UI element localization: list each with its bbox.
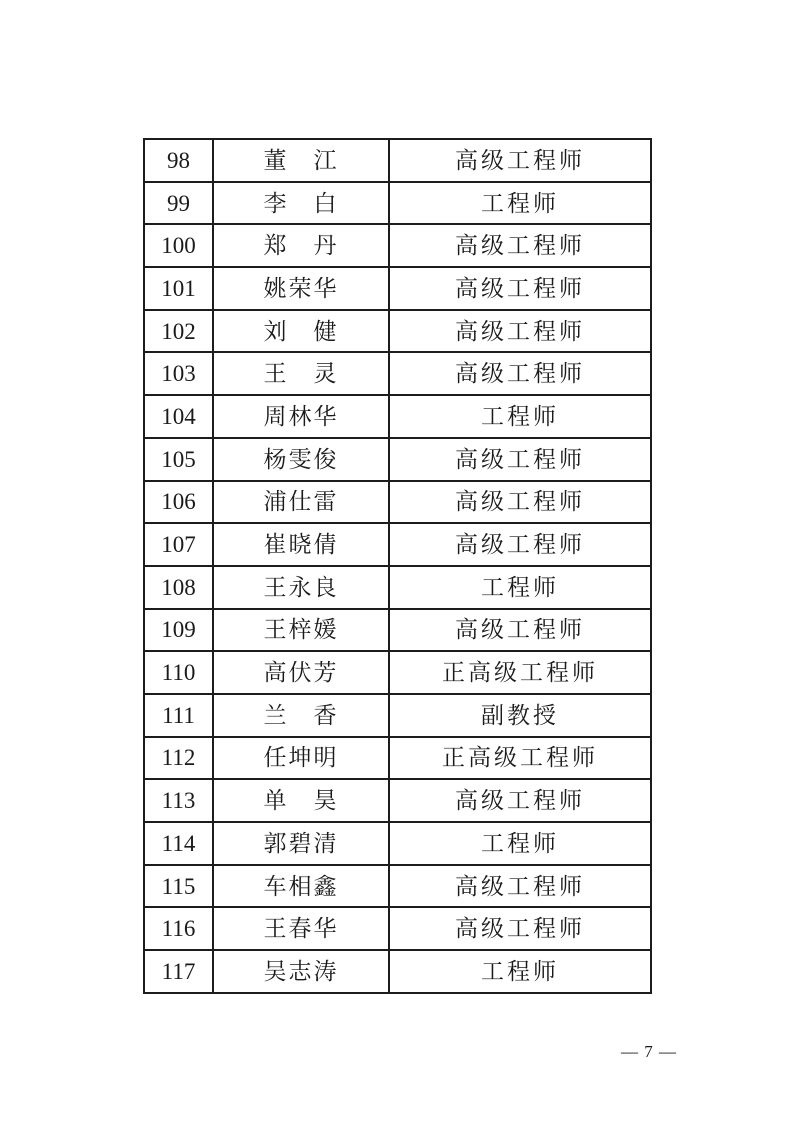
title-cell: 正高级工程师 [389, 651, 651, 694]
table-row [144, 651, 651, 694]
title-cell: 工程师 [389, 566, 651, 609]
table-row [144, 139, 651, 182]
name-cell: 浦仕雷 [213, 481, 389, 524]
name-cell: 单 昊 [213, 779, 389, 822]
table-row [144, 566, 651, 609]
name-cell: 兰 香 [213, 694, 389, 737]
table-row [144, 523, 651, 566]
title-cell: 高级工程师 [389, 865, 651, 908]
row-number-cell: 100 [144, 224, 213, 267]
personnel-table [143, 138, 652, 994]
row-number-cell: 115 [144, 865, 213, 908]
table-row [144, 609, 651, 652]
row-number-cell: 102 [144, 310, 213, 353]
row-number-cell: 108 [144, 566, 213, 609]
row-number-cell: 98 [144, 139, 213, 182]
name-cell: 任坤明 [213, 737, 389, 780]
name-cell: 吴志涛 [213, 950, 389, 993]
row-number-cell: 114 [144, 822, 213, 865]
name-cell: 王 灵 [213, 352, 389, 395]
name-cell: 车相鑫 [213, 865, 389, 908]
title-cell: 高级工程师 [389, 139, 651, 182]
row-number-cell: 116 [144, 907, 213, 950]
row-number-cell: 110 [144, 651, 213, 694]
table-row [144, 907, 651, 950]
table-row [144, 822, 651, 865]
table-row [144, 267, 651, 310]
table-row [144, 224, 651, 267]
row-number-cell: 105 [144, 438, 213, 481]
row-number-cell: 107 [144, 523, 213, 566]
title-cell: 高级工程师 [389, 310, 651, 353]
table-row [144, 395, 651, 438]
title-cell: 高级工程师 [389, 267, 651, 310]
name-cell: 王永良 [213, 566, 389, 609]
row-number-cell: 109 [144, 609, 213, 652]
table-row [144, 481, 651, 524]
name-cell: 王梓媛 [213, 609, 389, 652]
name-cell: 王春华 [213, 907, 389, 950]
row-number-cell: 111 [144, 694, 213, 737]
row-number-cell: 117 [144, 950, 213, 993]
table-row [144, 182, 651, 225]
title-cell: 高级工程师 [389, 224, 651, 267]
name-cell: 董 江 [213, 139, 389, 182]
title-cell: 工程师 [389, 182, 651, 225]
row-number-cell: 104 [144, 395, 213, 438]
title-cell: 工程师 [389, 822, 651, 865]
personnel-table-body [144, 139, 651, 993]
title-cell: 正高级工程师 [389, 737, 651, 780]
row-number-cell: 99 [144, 182, 213, 225]
title-cell: 高级工程师 [389, 609, 651, 652]
title-cell: 工程师 [389, 950, 651, 993]
table-row [144, 310, 651, 353]
title-cell: 高级工程师 [389, 481, 651, 524]
page-number: — 7 — [621, 1042, 677, 1061]
name-cell: 周林华 [213, 395, 389, 438]
title-cell: 工程师 [389, 395, 651, 438]
name-cell: 郭碧清 [213, 822, 389, 865]
title-cell: 高级工程师 [389, 438, 651, 481]
name-cell: 刘 健 [213, 310, 389, 353]
row-number-cell: 103 [144, 352, 213, 395]
title-cell: 高级工程师 [389, 352, 651, 395]
name-cell: 李 白 [213, 182, 389, 225]
table-row [144, 438, 651, 481]
name-cell: 姚荣华 [213, 267, 389, 310]
row-number-cell: 106 [144, 481, 213, 524]
title-cell: 高级工程师 [389, 779, 651, 822]
table-row [144, 865, 651, 908]
name-cell: 崔晓倩 [213, 523, 389, 566]
title-cell: 高级工程师 [389, 523, 651, 566]
table-row [144, 694, 651, 737]
name-cell: 杨雯俊 [213, 438, 389, 481]
row-number-cell: 101 [144, 267, 213, 310]
row-number-cell: 112 [144, 737, 213, 780]
table-row [144, 779, 651, 822]
table-row [144, 737, 651, 780]
title-cell: 高级工程师 [389, 907, 651, 950]
table-row [144, 950, 651, 993]
title-cell: 副教授 [389, 694, 651, 737]
table-row [144, 352, 651, 395]
name-cell: 郑 丹 [213, 224, 389, 267]
name-cell: 高伏芳 [213, 651, 389, 694]
row-number-cell: 113 [144, 779, 213, 822]
